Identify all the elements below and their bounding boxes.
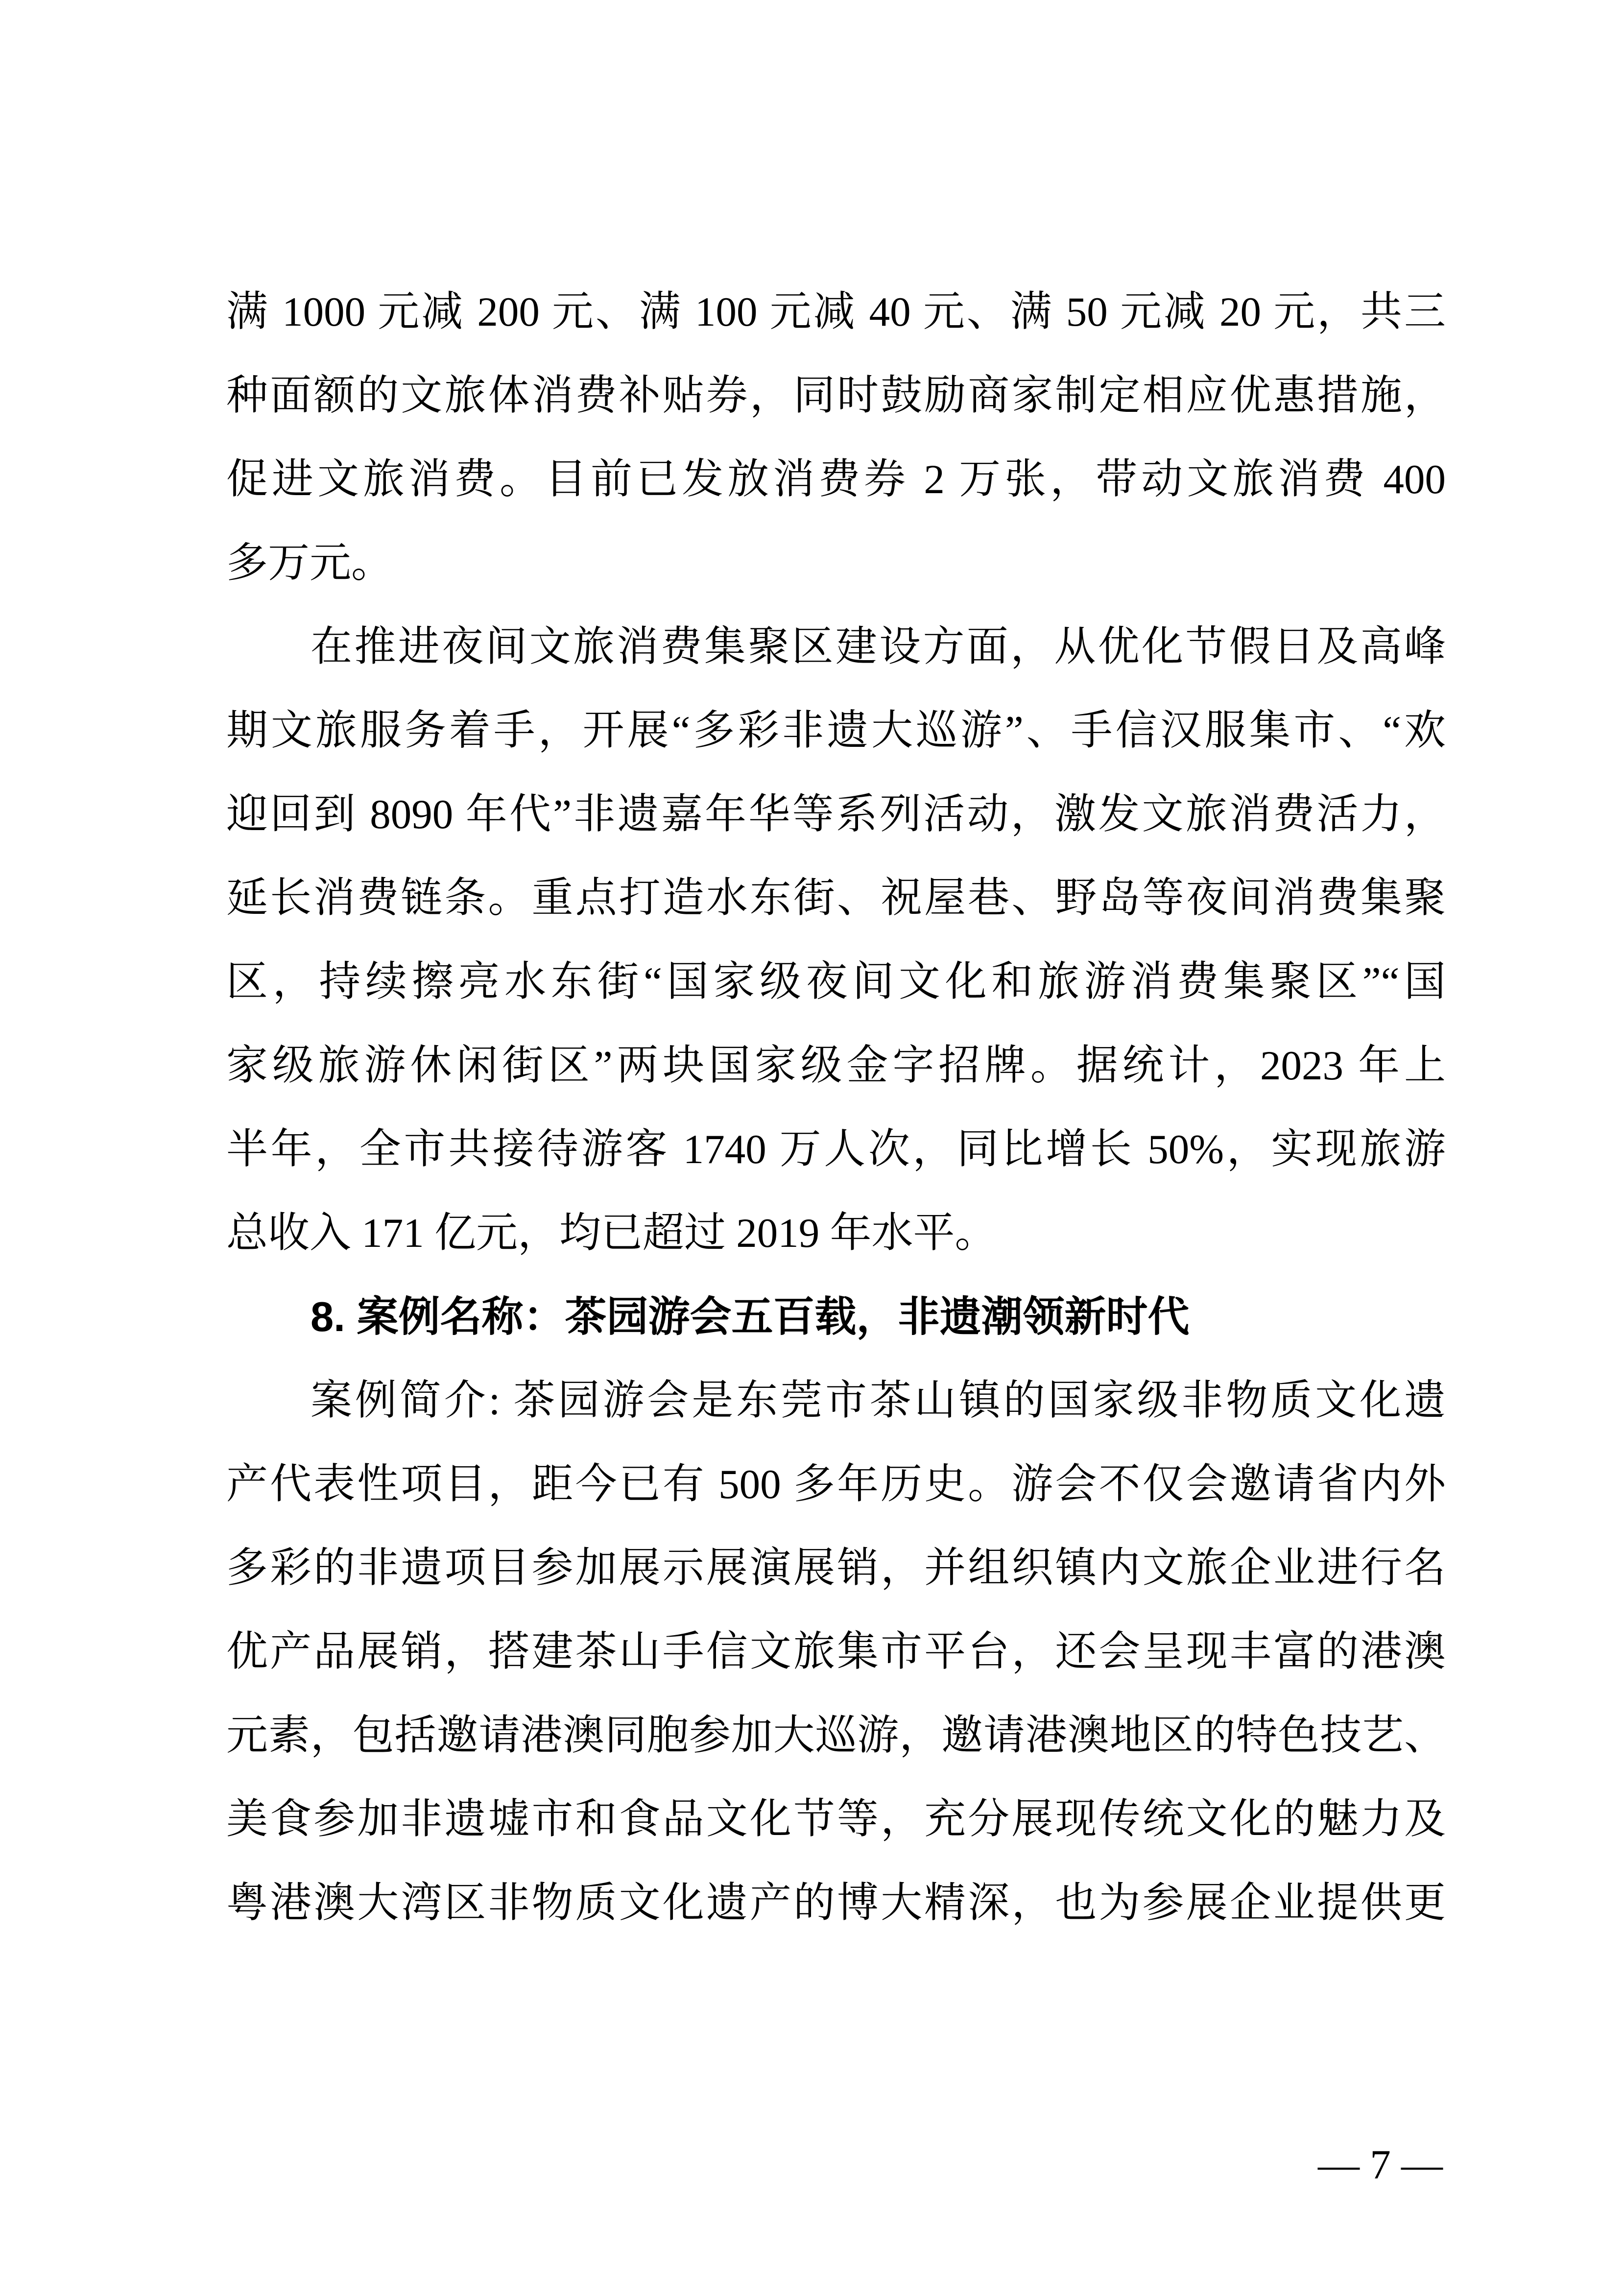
body-line: 期文旅服务着手，开展“多彩非遗大巡游”、手信汉服集市、“欢 bbox=[226, 708, 1446, 754]
body-line: 促进文旅消费。目前已发放消费券 2 万张，带动文旅消费 400 bbox=[226, 456, 1446, 502]
body-line: 种面额的文旅体消费补贴券，同时鼓励商家制定相应优惠措施， bbox=[226, 373, 1446, 419]
body-line: 多彩的非遗项目参加展示展演展销，并组织镇内文旅企业进行名 bbox=[226, 1545, 1446, 1591]
body-line: 家级旅游休闲街区”两块国家级金字招牌。据统计，2023 年上 bbox=[226, 1043, 1446, 1089]
body-line: 优产品展销，搭建茶山手信文旅集市平台，还会呈现丰富的港澳 bbox=[226, 1629, 1446, 1675]
body-line: 美食参加非遗墟市和食品文化节等，充分展现传统文化的魅力及 bbox=[226, 1796, 1446, 1842]
body-line: 案例简介: 茶园游会是东莞市茶山镇的国家级非物质文化遗 bbox=[310, 1378, 1446, 1424]
body-line: 总收入 171 亿元，均已超过 2019 年水平。 bbox=[226, 1210, 997, 1256]
body-line: 粤港澳大湾区非物质文化遗产的博大精深，也为参展企业提供更 bbox=[226, 1880, 1446, 1926]
body-line: 延长消费链条。重点打造水东街、祝屋巷、野岛等夜间消费集聚 bbox=[226, 875, 1446, 921]
document-body bbox=[226, 270, 1446, 1945]
page-number: — 7 — bbox=[1318, 2142, 1443, 2188]
body-line: 半年，全市共接待游客 1740 万人次，同比增长 50%，实现旅游 bbox=[226, 1126, 1446, 1172]
body-line: 多万元。 bbox=[226, 540, 393, 586]
body-line: 区，持续擦亮水东街“国家级夜间文化和旅游消费集聚区”“国 bbox=[226, 959, 1446, 1005]
body-line: 满 1000 元减 200 元、满 100 元减 40 元、满 50 元减 20 元，共三 bbox=[226, 289, 1446, 335]
body-line: 产代表性项目，距今已有 500 多年历史。游会不仅会邀请省内外 bbox=[226, 1461, 1446, 1507]
body-line: 元素，包括邀请港澳同胞参加大巡游，邀请港澳地区的特色技艺、 bbox=[226, 1713, 1446, 1759]
body-line: 迎回到 8090 年代”非遗嘉年华等系列活动，激发文旅消费活力， bbox=[226, 791, 1446, 837]
body-line: 在推进夜间文旅消费集聚区建设方面，从优化节假日及高峰 bbox=[310, 624, 1446, 670]
section-heading: 8. 案例名称：茶园游会五百载，非遗潮领新时代 bbox=[310, 1294, 1190, 1340]
